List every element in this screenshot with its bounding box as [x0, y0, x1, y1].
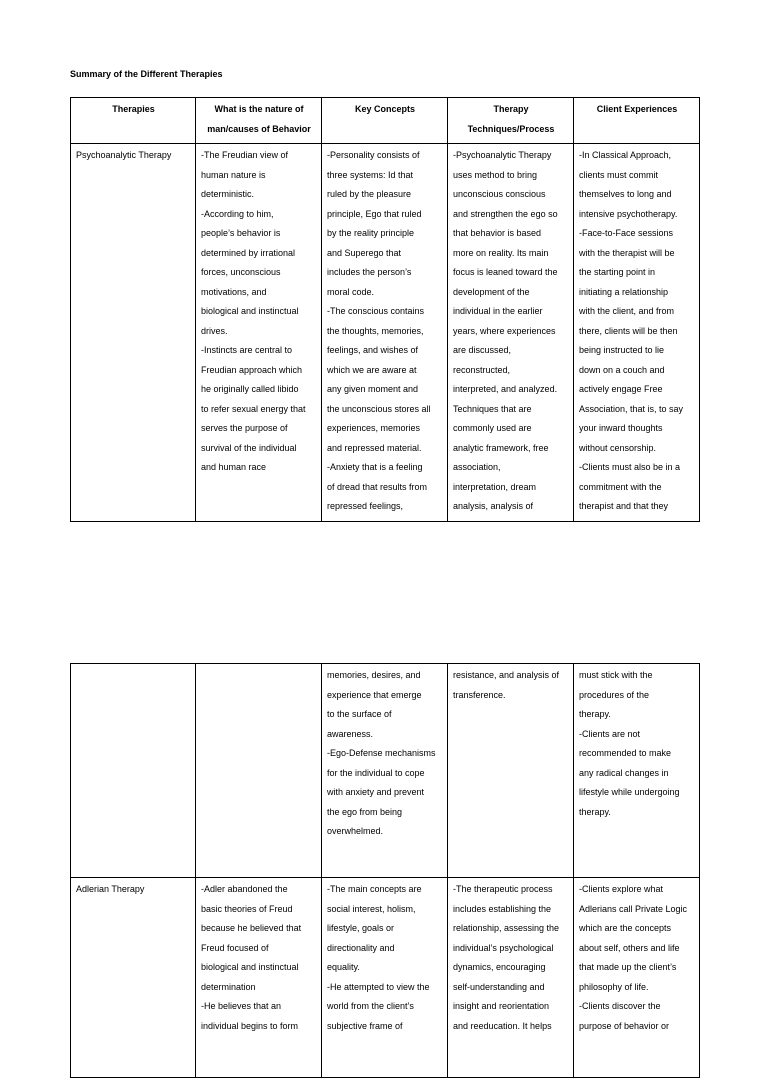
cell-text-line: -He attempted to view the — [327, 981, 430, 992]
cell-text-line: individual begins to form — [201, 1020, 299, 1031]
cell-text-line: philosophy of life. — [579, 981, 649, 992]
cell-text-line: themselves to long and — [579, 189, 672, 199]
cell-text-line: which we are aware at — [327, 364, 417, 375]
cell-text-line: Techniques that are — [453, 403, 532, 414]
cell-text-line: there, clients will be then — [579, 325, 678, 336]
cell-text-line: motivations, and — [201, 286, 267, 297]
cell-text-line: the starting point in — [579, 267, 656, 277]
cell-text-line: people’s behavior is — [201, 228, 281, 238]
cell-key-concepts — [322, 664, 448, 878]
cell-text-line: -Clients discover the — [579, 1001, 661, 1011]
cell-text-line: and repressed material. — [327, 442, 422, 453]
cell-text-line: reconstructed, — [453, 364, 511, 375]
cell-text-line: commitment with the — [579, 481, 662, 492]
header-nature-of-man — [196, 98, 322, 144]
cell-nature — [196, 144, 322, 522]
cell-text-line: relationship, assessing the — [453, 923, 560, 933]
cell-text-line: lifestyle while undergoing — [579, 787, 680, 797]
cell-text-line: by the reality principle — [327, 228, 415, 238]
cell-text-line: -The Freudian view of — [201, 150, 289, 160]
cell-text-line: Association, that is, to say — [579, 403, 684, 414]
cell-text-line: the unconscious stores all — [327, 403, 431, 414]
cell-text-line: -According to him, — [201, 208, 274, 219]
cell-text-line: must stick with the — [579, 670, 653, 680]
cell-text-line: years, where experiences — [453, 325, 556, 336]
cell-text-line: man/causes of Behavior — [207, 123, 311, 134]
cell-text-line: the ego from being — [327, 806, 403, 817]
cell-text-line: Key Concepts — [354, 104, 416, 114]
cell-text-line: ruled by the pleasure — [327, 189, 412, 199]
cell-text-line: drives. — [201, 325, 228, 336]
cell-text-line: Therapy — [493, 104, 529, 114]
cell-text-line: -Psychoanalytic Therapy — [453, 150, 552, 160]
document-title: Summary of the Different Therapies — [70, 69, 223, 79]
cell-text-line: -Adler abandoned the — [201, 884, 288, 894]
cell-techniques — [448, 144, 574, 522]
cell-text-line: principle, Ego that ruled — [327, 208, 422, 219]
cell-text-line: -In Classical Approach, — [579, 150, 672, 160]
cell-text-line: directionality and — [327, 942, 395, 953]
cell-text-line: therapy. — [579, 709, 611, 719]
cell-text-line: includes establishing the — [453, 903, 552, 914]
header-therapy-techniques — [448, 98, 574, 144]
therapies-table-page-1 — [70, 97, 700, 522]
cell-techniques — [448, 878, 574, 1078]
cell-text-line: that behavior is based — [453, 228, 542, 238]
cell-nature — [196, 664, 322, 878]
cell-text-line: development of the — [453, 286, 530, 297]
cell-text-line: to refer sexual energy that — [201, 403, 306, 414]
cell-text-line: therapy. — [579, 806, 611, 817]
header-row — [71, 98, 700, 144]
cell-text-line: commonly used are — [453, 423, 532, 433]
cell-text-line: and reeducation. It helps — [453, 1020, 552, 1031]
cell-text-line: that made up the client’s — [579, 962, 677, 972]
cell-text-line: Techniques/Process — [467, 123, 555, 134]
cell-text-line: procedures of the — [579, 689, 650, 700]
cell-text-line: down on a couch and — [579, 364, 665, 375]
cell-text-line: and Superego that — [327, 247, 402, 258]
cell-text-line: and strengthen the ego so — [453, 208, 558, 219]
cell-text-line: includes the person’s — [327, 267, 412, 277]
therapies-table-page-2 — [70, 663, 700, 1078]
header-key-concepts — [322, 98, 448, 144]
cell-text-line: lifestyle, goals or — [327, 923, 395, 933]
cell-text-line: without censorship. — [579, 442, 657, 453]
cell-text-line: intensive psychotherapy. — [579, 208, 678, 219]
cell-text-line: forces, unconscious — [201, 267, 281, 277]
cell-text-line: awareness. — [327, 728, 374, 739]
cell-text-line: the thoughts, memories, — [327, 325, 424, 336]
cell-text-line: of dread that results from — [327, 481, 428, 492]
cell-text-line: What is the nature of — [214, 104, 304, 114]
header-therapies — [71, 98, 196, 144]
cell-text-line: three systems: Id that — [327, 169, 414, 180]
table-row-adlerian — [71, 878, 700, 1078]
table-row-psychoanalytic — [71, 144, 700, 522]
cell-text-line: any radical changes in — [579, 767, 669, 778]
cell-text-line: focus is leaned toward the — [453, 267, 558, 277]
cell-text-line: -Clients explore what — [579, 884, 664, 894]
cell-text-line: -Ego-Defense mechanisms — [327, 748, 436, 758]
cell-text-line: individual in the earlier — [453, 306, 543, 316]
cell-text-line: -Instincts are central to — [201, 345, 293, 355]
cell-text-line: to the surface of — [327, 709, 392, 719]
cell-techniques — [448, 664, 574, 878]
cell-text-line: experience that emerge — [327, 689, 422, 700]
cell-text-line: moral code. — [327, 286, 375, 297]
cell-text-line: Therapies — [112, 104, 155, 114]
cell-text-line: basic theories of Freud — [201, 903, 293, 914]
cell-text-line: for the individual to cope — [327, 767, 425, 778]
table-row-psychoanalytic-continued — [71, 664, 700, 878]
cell-text-line: your inward thoughts — [579, 423, 663, 433]
cell-text-line: are discussed, — [453, 345, 512, 355]
cell-text-line: dynamics, encouraging — [453, 962, 546, 972]
cell-key-concepts — [322, 878, 448, 1078]
cell-text-line: clients must commit — [579, 169, 659, 180]
cell-text-line: analytic framework, free — [453, 442, 549, 453]
cell-text-line: -He believes that an — [201, 1001, 282, 1011]
cell-text-line: -Anxiety that is a feeling — [327, 462, 423, 472]
cell-text-line: subjective frame of — [327, 1020, 403, 1031]
cell-text-line: with the therapist will be — [579, 247, 675, 258]
cell-text-line: Client Experiences — [596, 104, 678, 114]
cell-text-line: which are the concepts — [579, 923, 672, 933]
cell-text-line: determination — [201, 981, 256, 992]
cell-text-line: -Clients are not — [579, 728, 641, 739]
cell-text-line: -Personality consists of — [327, 150, 420, 160]
cell-text-line: biological and instinctual — [201, 962, 299, 972]
cell-text-line: therapist and that they — [579, 501, 669, 511]
cell-text-line: because he believed that — [201, 923, 302, 933]
cell-text-line: transference. — [453, 689, 506, 700]
header-client-experiences — [574, 98, 700, 144]
cell-text-line: memories, desires, and — [327, 670, 421, 680]
cell-key-concepts — [322, 144, 448, 522]
cell-text-line: association, — [453, 462, 501, 472]
cell-text-line: he originally called libido — [201, 384, 299, 394]
cell-nature — [196, 878, 322, 1078]
cell-text-line: -The main concepts are — [327, 884, 422, 894]
cell-text-line: feelings, and wishes of — [327, 345, 419, 355]
cell-text-line: any given moment and — [327, 384, 419, 394]
cell-text-line: initiating a relationship — [579, 286, 669, 297]
cell-text-line: self-understanding and — [453, 981, 545, 992]
cell-text-line: determined by irrational — [201, 247, 296, 258]
cell-text-line: Freudian approach which — [201, 364, 303, 375]
cell-therapy-name — [71, 664, 196, 878]
cell-text-line: analysis, analysis of — [453, 501, 534, 511]
cell-therapy-name: Psychoanalytic Therapy — [71, 144, 196, 522]
cell-text-line: and human race — [201, 462, 267, 472]
cell-text-line: survival of the individual — [201, 442, 297, 453]
cell-text-line: world from the client’s — [327, 1001, 414, 1011]
cell-text-line: insight and reorientation — [453, 1001, 550, 1011]
cell-text-line: Adlerians call Private Logic — [579, 903, 688, 914]
cell-client-experiences — [574, 664, 700, 878]
cell-text-line: repressed feelings, — [327, 501, 404, 511]
cell-text-line: resistance, and analysis of — [453, 670, 560, 680]
cell-text-line: -The therapeutic process — [453, 884, 553, 894]
cell-text-line: uses method to bring — [453, 169, 538, 180]
cell-text-line: deterministic. — [201, 189, 255, 199]
cell-text-line: equality. — [327, 962, 360, 972]
cell-therapy-name: Adlerian Therapy — [71, 878, 196, 1078]
cell-text-line: biological and instinctual — [201, 306, 299, 316]
cell-text-line: individual’s psychological — [453, 942, 554, 953]
cell-client-experiences — [574, 878, 700, 1078]
cell-client-experiences — [574, 144, 700, 522]
cell-text-line: interpretation, dream — [453, 481, 537, 492]
cell-text-line: actively engage Free — [579, 384, 663, 394]
cell-text-line: experiences, memories — [327, 423, 421, 433]
cell-text-line: unconscious conscious — [453, 189, 546, 199]
cell-text-line: Freud focused of — [201, 942, 269, 953]
cell-text-line: human nature is — [201, 169, 266, 180]
cell-text-line: -The conscious contains — [327, 306, 425, 316]
cell-text-line: recommended to make — [579, 748, 672, 758]
cell-text-line: social interest, holism, — [327, 903, 416, 914]
cell-text-line: more on reality. Its main — [453, 247, 549, 258]
cell-text-line: about self, others and life — [579, 942, 680, 953]
cell-text-line: being instructed to lie — [579, 345, 665, 355]
cell-text-line: -Face-to-Face sessions — [579, 228, 674, 238]
cell-text-line: with the client, and from — [579, 306, 675, 316]
cell-text-line: purpose of behavior or — [579, 1020, 670, 1031]
cell-text-line: overwhelmed. — [327, 826, 384, 836]
cell-text-line: with anxiety and prevent — [327, 787, 425, 797]
cell-text-line: interpreted, and analyzed. — [453, 384, 558, 394]
cell-text-line: -Clients must also be in a — [579, 462, 681, 472]
cell-text-line: serves the purpose of — [201, 423, 288, 433]
